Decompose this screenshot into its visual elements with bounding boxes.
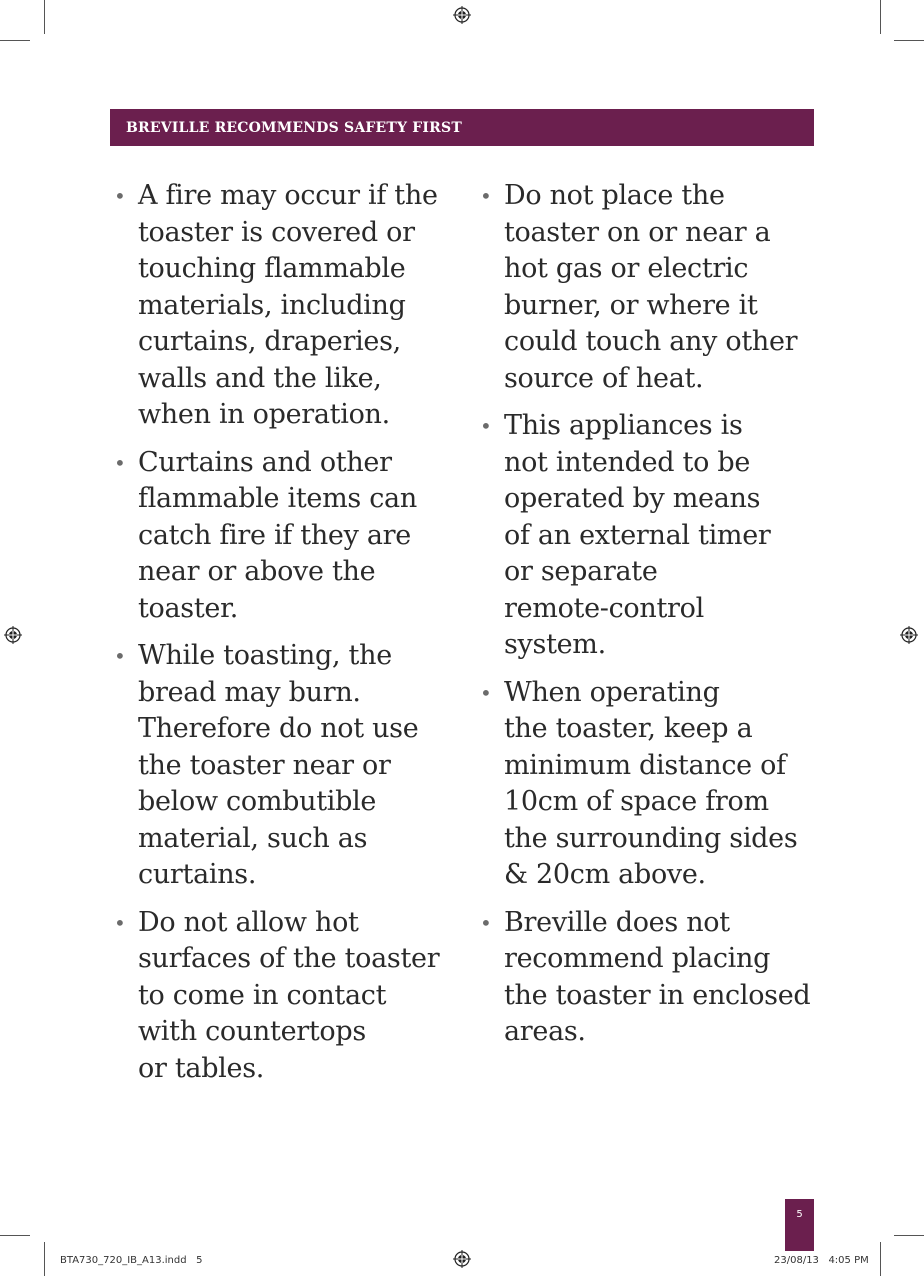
date-slug: 23/08/13 4:05 PM <box>774 1255 869 1266</box>
bullet-list-right <box>478 178 823 1051</box>
bullet-dot-icon: • <box>114 910 126 935</box>
list-item <box>112 445 450 628</box>
list-item <box>478 408 823 664</box>
bullet-dot-icon: • <box>480 680 492 705</box>
list-item <box>112 905 450 1088</box>
bullet-list-left <box>112 178 450 1087</box>
bullet-dot-icon: • <box>114 644 126 668</box>
bullet-dot-icon: • <box>480 184 492 208</box>
crop-mark-bottom-left-h <box>0 1235 30 1236</box>
registration-mark-icon <box>453 1250 471 1268</box>
list-item <box>112 178 450 434</box>
list-item-text: While toasting, the bread may burn. Therefore do not use the toaster near or below combutible material, such as curtains. <box>138 640 419 890</box>
list-item-text: This appliances is not intended to be operated by means of an external timer or separate remote-control system. <box>504 410 771 660</box>
list-item <box>478 905 823 1051</box>
bullet-dot-icon: • <box>480 414 492 438</box>
list-item-text: Curtains and other flammable items can catch fire if they are near or above the toaster. <box>138 446 417 624</box>
list-item-text: When operating the toaster, keep a minimum distance of 10cm of space from the surrounding sides & 20cm above. <box>504 676 798 890</box>
registration-mark-icon <box>900 626 918 644</box>
bullet-dot-icon: • <box>114 184 126 208</box>
list-item <box>478 178 823 397</box>
left-column <box>112 178 450 1098</box>
list-item-text: A fire may occur if the toaster is covered or touching flammable materials, including curtains, draperies, walls and the like, when in operation. <box>138 180 438 430</box>
bullet-dot-icon: • <box>114 450 126 475</box>
list-item-text: Breville does not recommend placing the toaster in enclosed areas. <box>504 906 811 1047</box>
section-title: BREVILLE RECOMMENDS SAFETY FIRST <box>126 119 462 136</box>
crop-mark-top-left <box>44 0 45 34</box>
crop-mark-top-left-h <box>0 40 30 41</box>
file-slug: BTA730_720_IB_A13.indd 5 <box>60 1255 203 1266</box>
section-header-bar <box>110 109 814 146</box>
list-item-text: Do not place the toaster on or near a hot gas or electric burner, or where it could touch any other source of heat. <box>504 180 798 394</box>
crop-mark-top-right <box>880 0 881 34</box>
crop-mark-bottom-left <box>44 1242 45 1276</box>
crop-mark-bottom-right <box>880 1242 881 1276</box>
registration-mark-icon <box>453 6 471 24</box>
list-item-text: Do not allow hot surfaces of the toaster to come in contact with countertops or tables. <box>138 906 440 1084</box>
right-column <box>478 178 823 1062</box>
registration-mark-icon <box>4 626 22 644</box>
page-number: 5 <box>796 1209 803 1220</box>
page-number-tab <box>785 1199 814 1251</box>
list-item <box>478 675 823 894</box>
bullet-dot-icon: • <box>480 910 492 935</box>
crop-mark-bottom-right-h <box>894 1235 924 1236</box>
list-item <box>112 638 450 894</box>
crop-mark-top-right-h <box>894 40 924 41</box>
